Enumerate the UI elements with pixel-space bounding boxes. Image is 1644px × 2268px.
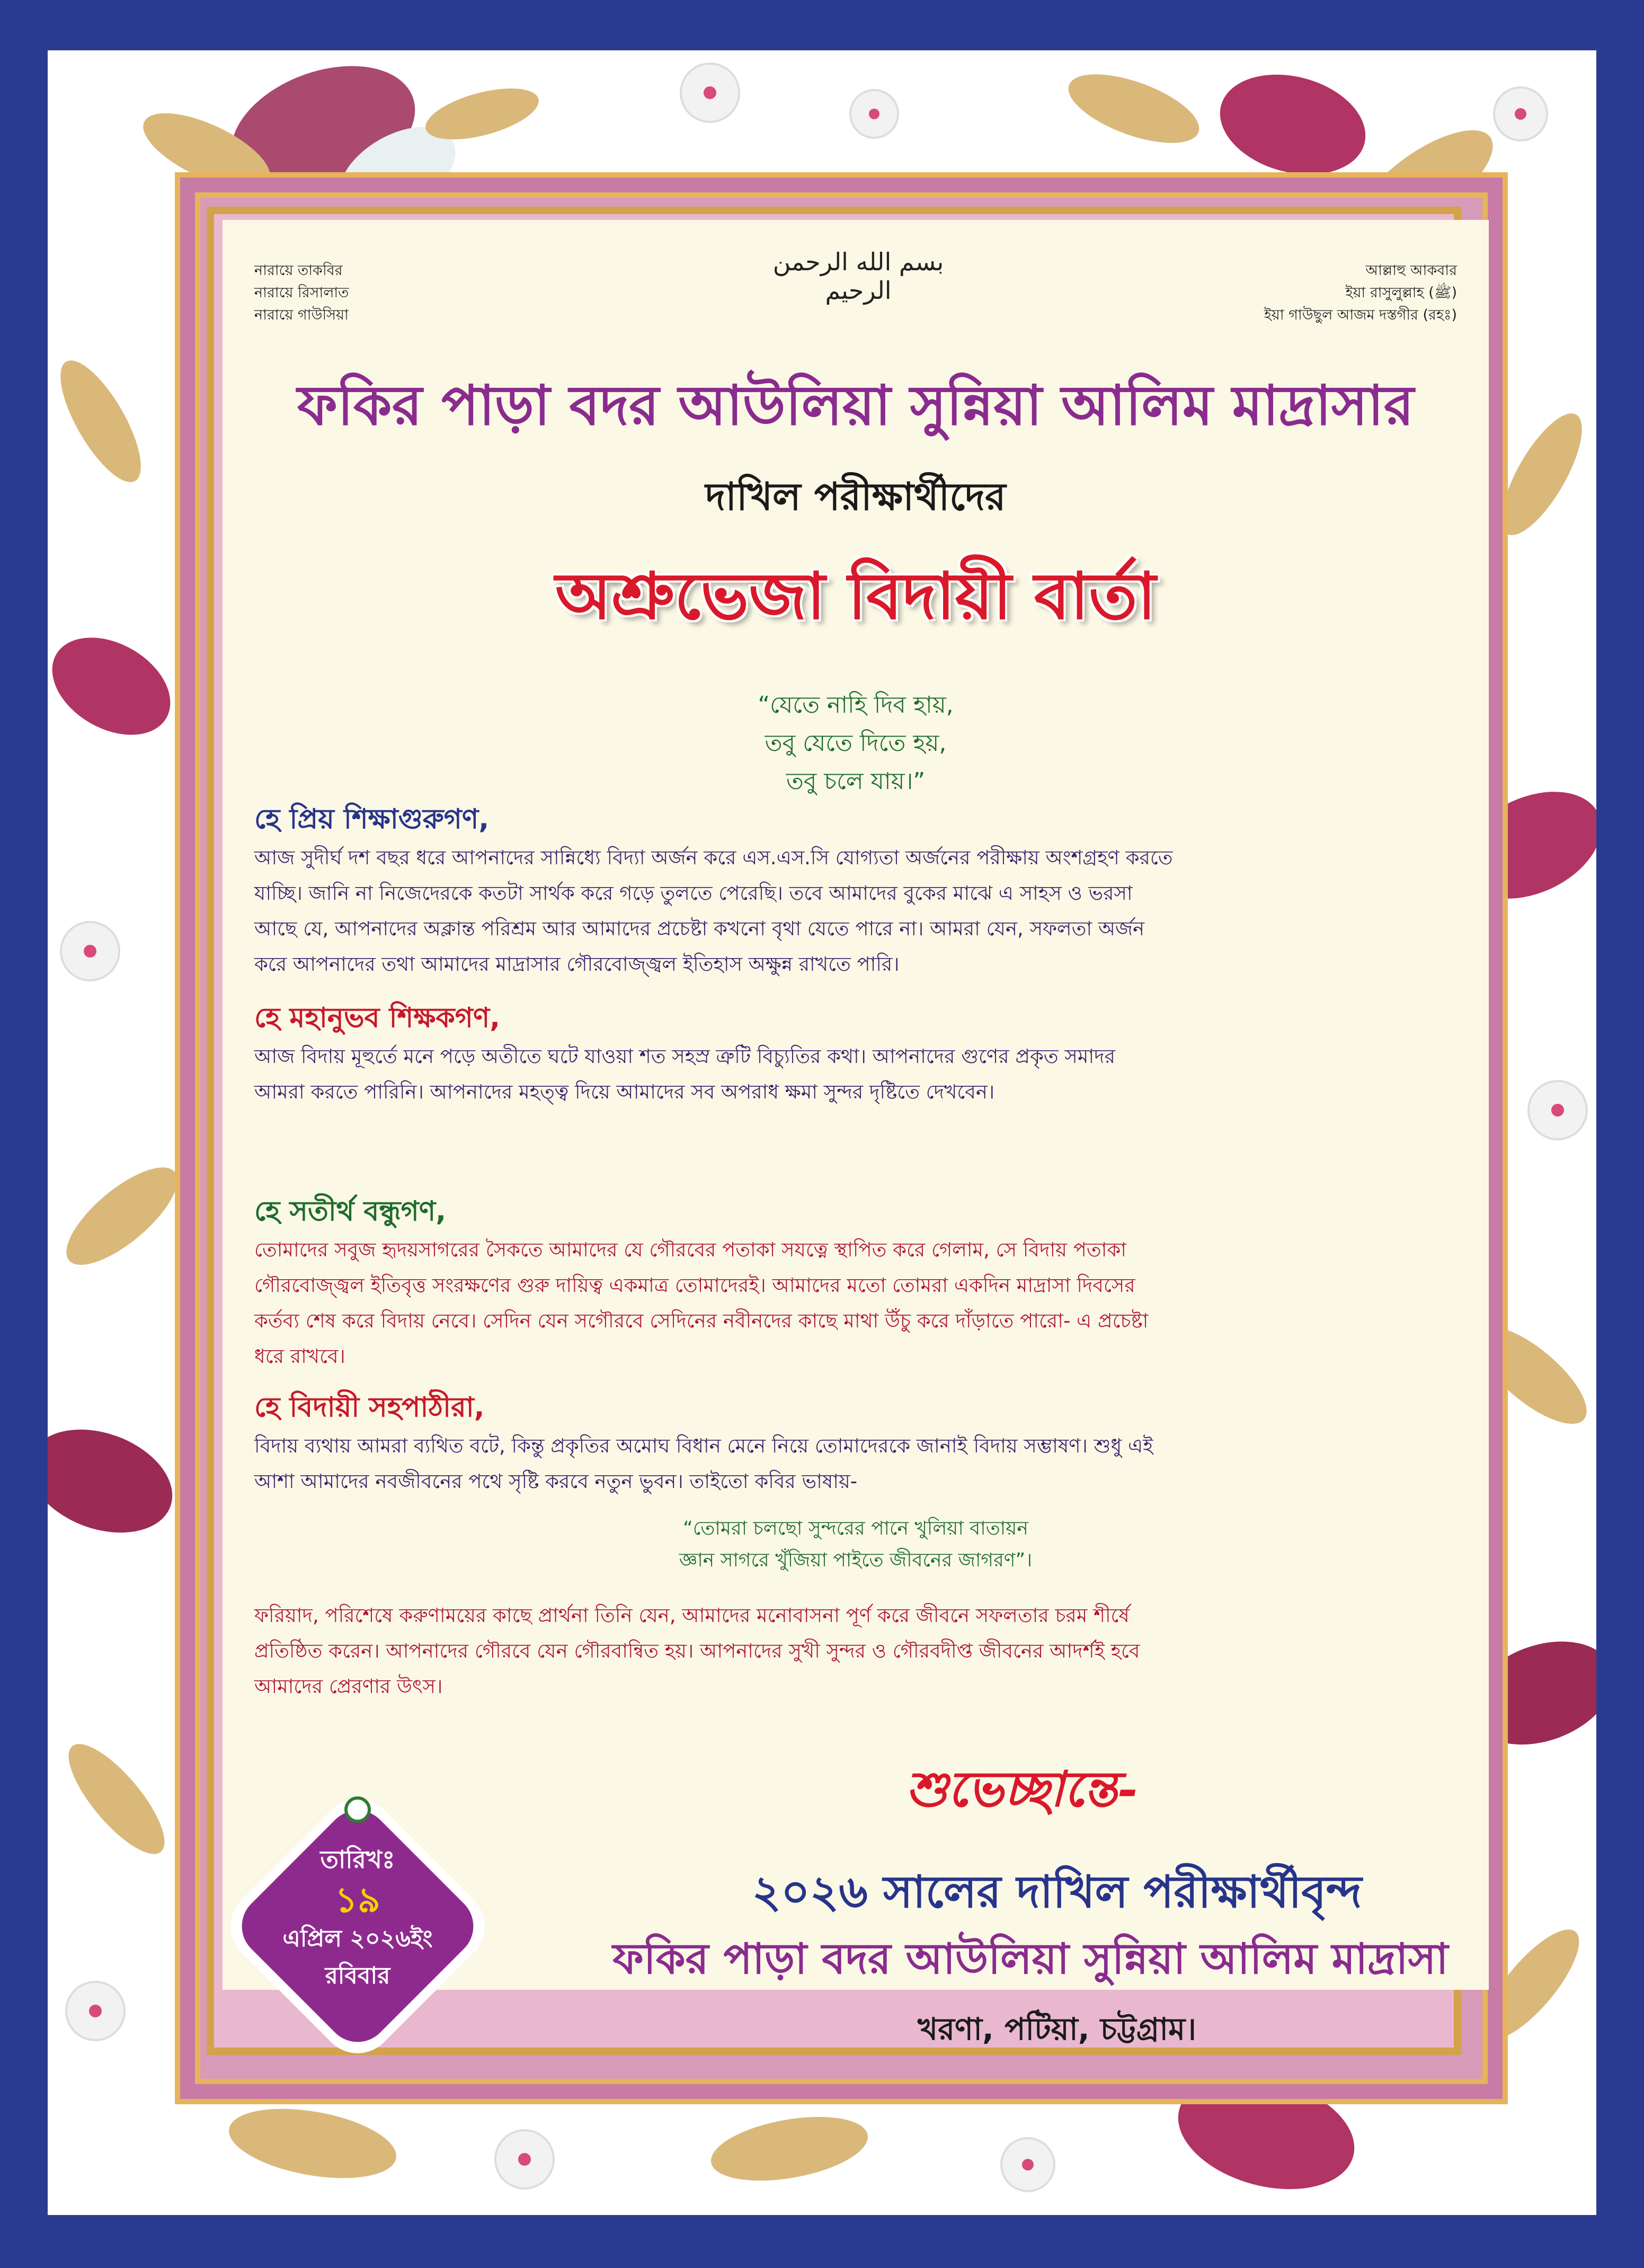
paragraph-line: তোমাদের সবুজ হৃদয়সাগরের সৈকতে আমাদের যে গৌরবের পতাকা সযত্নে স্থাপিত করে গেলাম, সে বিদায় পতাকা bbox=[254, 1238, 1126, 1261]
paragraph-line: আছে যে, আপনাদের অক্লান্ত পরিশ্রম আর আমাদের প্রচেষ্টা কখনো বৃথা যেতে পারে না। আমরা যেন, সফলতা অর্জন bbox=[254, 917, 1145, 940]
slogans-right bbox=[1264, 260, 1457, 326]
paragraph-line: আমরা করতে পারিনি। আপনাদের মহত্ত্ব দিয়ে আমাদের সব অপরাধ ক্ষমা সুন্দর দৃষ্টিতে দেখবেন। bbox=[254, 1080, 995, 1103]
paragraph-line: ধরে রাখবে। bbox=[254, 1345, 345, 1368]
message-card bbox=[223, 220, 1489, 2047]
paragraph-line: আশা আমাদের নবজীবনের পথে সৃষ্টি করবে নতুন ভুবন। তাইতো কবির ভাষায়- bbox=[254, 1470, 858, 1493]
quote-line-1: “তোমরা চলছো সুন্দরের পানে খুলিয়া বাতায়ন bbox=[683, 1518, 1028, 1539]
slogan-right-2: ইয়া রাসুলুল্লাহ (ﷺ) bbox=[1345, 285, 1457, 301]
poem-line-3: তবু চলে যায়।” bbox=[786, 768, 926, 795]
paragraph-classmates bbox=[254, 1428, 1457, 1499]
paragraph-line: করে আপনাদের তথা আমাদের মাদ্রাসার গৌরবোজ্জ্বল ইতিহাস অক্ষুন্ন রাখতে পারি। bbox=[254, 953, 900, 976]
slogan-left-2: নারায়ে রিসালাত bbox=[254, 285, 349, 301]
poem-line-1: “যেতে নাহি দিব হায়, bbox=[758, 692, 954, 719]
slogans-left bbox=[254, 260, 349, 326]
poem bbox=[223, 686, 1489, 801]
poem-line-2: তবু যেতে দিতে হয়, bbox=[765, 730, 947, 757]
signature-examinees: ২০২৬ সালের দাখিল পরীক্ষার্থীবৃন্দ bbox=[752, 1866, 1362, 1918]
date-month-year: এপ্রিল ২০২৬ইং bbox=[282, 1925, 433, 1952]
slogan-left-1: নারায়ে তাকবির bbox=[254, 262, 343, 279]
date-weekday: রবিবার bbox=[325, 1962, 390, 1989]
heading-kind-teachers: হে মহানুভব শিক্ষকগণ, bbox=[254, 1002, 501, 1034]
institution-title: ফকির পাড়া বদর আউলিয়া সুন্নিয়া আলিম মাদ্রাসার bbox=[297, 373, 1414, 438]
slogan-left-3: নারায়ে গাউসিয়া bbox=[254, 307, 349, 323]
farewell-title: অশ্রুভেজা বিদায়ী বার্তা bbox=[555, 559, 1157, 634]
paragraph-line: প্রতিষ্ঠিত করেন। আপনাদের গৌরবে যেন গৌরবান্বিত হয়। আপনাদের সুখী সুন্দর ও গৌরবদীপ্ত জীবনের আদর্শই হবে bbox=[254, 1640, 1140, 1662]
bismillah-calligraphy: بسم الله الرحمن الرحيم bbox=[772, 247, 944, 305]
paragraph-line: গৌরবোজ্জ্বল ইতিবৃত্ত সংরক্ষণের গুরু দায়িত্ব একমাত্র তোমাদেরই। আমাদের মতো তোমরা একদিন মাদ্রাসা দিবসের bbox=[254, 1274, 1135, 1297]
signature-institution: ফকির পাড়া বদর আউলিয়া সুন্নিয়া আলিম মাদ্রাসা bbox=[612, 1934, 1449, 1983]
signature-address: খরণা, পটিয়া, চট্টগ্রাম। bbox=[918, 2011, 1196, 2047]
paragraph-line: আমাদের প্রেরণার উৎস। bbox=[254, 1675, 443, 1698]
paragraph-teachers bbox=[254, 840, 1457, 982]
heading-friends: হে সতীর্থ বন্ধুগণ, bbox=[254, 1195, 446, 1227]
quote-line-2: জ্ঞান সাগরে খুঁজিয়া পাইতে জীবনের জাগরণ”। bbox=[679, 1549, 1033, 1571]
heading-teachers: হে প্রিয় শিক্ষাগুরুগণ, bbox=[254, 803, 490, 835]
greeting: শুভেচ্ছান্তে- bbox=[906, 1760, 1138, 1818]
date-label: তারিখঃ bbox=[320, 1845, 395, 1874]
paragraph-line: কর্তব্য শেষ করে বিদায় নেবে। সেদিন যেন সগৌরবে সেদিনের নবীনদের কাছে মাথা উঁচু করে দাঁড়াতে পারো- এ প্রচেষ্টা bbox=[254, 1309, 1149, 1332]
audience-title: দাখিল পরীক্ষার্থীদের bbox=[705, 474, 1006, 519]
slogan-right-1: আল্লাহু আকবার bbox=[1365, 262, 1457, 279]
date-day: ১৯ bbox=[335, 1880, 380, 1920]
paragraph-line: আজ সুদীর্ঘ দশ বছর ধরে আপনাদের সান্নিধ্যে বিদ্যা অর্জন করে এস.এস.সি যোগ্যতা অর্জনের পরীক্ষায় অংশগ্রহণ করতে bbox=[254, 846, 1173, 869]
poster-background bbox=[48, 50, 1596, 2215]
paragraph-line: ফরিয়াদ, পরিশেষে করুণাময়ের কাছে প্রার্থনা তিনি যেন, আমাদের মনোবাসনা পূর্ণ করে জীবনে সফলতার চরম শীর্ষে bbox=[254, 1604, 1130, 1627]
paragraph-line: বিদায় ব্যথায় আমরা ব্যথিত বটে, কিন্তু প্রকৃতির অমোঘ বিধান মেনে নিয়ে তোমাদেরকে জানাই বিদায় সম্ভাষণ। শুধু এই bbox=[254, 1434, 1153, 1457]
paragraph-line: যাচ্ছি। জানি না নিজেদেরকে কতটা সার্থক করে গড়ে তুলতে পেরেছি। তবে আমাদের বুকের মাঝে এ সাহস ও ভরসা bbox=[254, 882, 1133, 905]
paragraph-friends bbox=[254, 1232, 1457, 1374]
poet-quote bbox=[223, 1513, 1489, 1576]
paragraph-line: আজ বিদায় মূহুর্তে মনে পড়ে অতীতে ঘটে যাওয়া শত সহস্র ত্রুটি বিচ্যুতির কথা। আপনাদের গুণের প্রকৃত সমাদর bbox=[254, 1045, 1115, 1068]
heading-classmates: হে বিদায়ী সহপাঠীরা, bbox=[254, 1392, 485, 1423]
paragraph-closing bbox=[254, 1598, 1457, 1704]
paragraph-kind-teachers bbox=[254, 1039, 1457, 1110]
slogan-right-3: ইয়া গাউছুল আজম দস্তগীর (রহঃ) bbox=[1264, 307, 1457, 323]
